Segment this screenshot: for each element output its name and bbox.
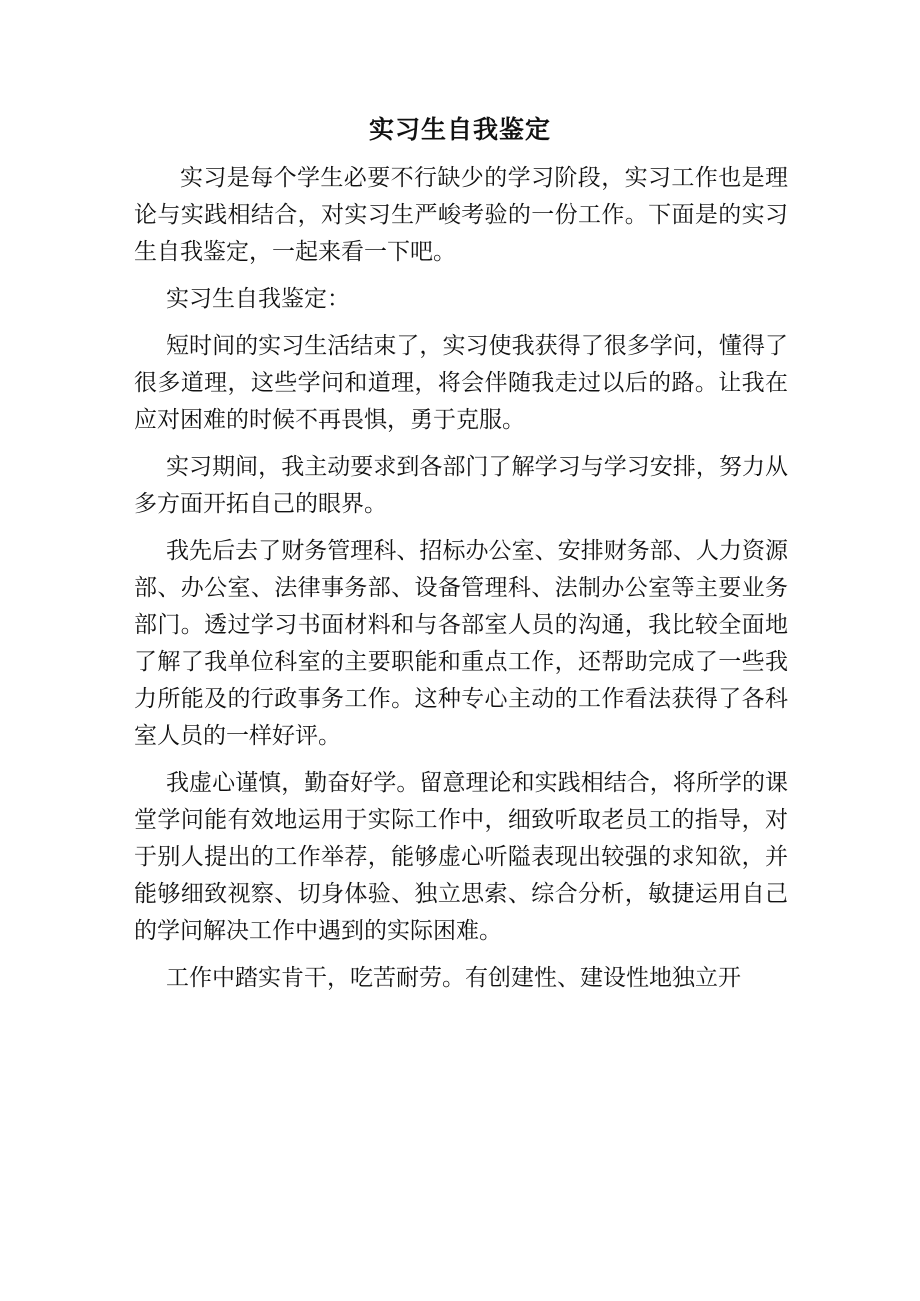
paragraph-truncated: 工作中踏实肯干，吃苦耐劳。有创建性、建设性地独立开 — [166, 965, 741, 991]
paragraph: 我先后去了财务管理科、招标办公室、安排财务部、人力资源部、办公室、法律事务部、设备管理科、法制办公室等主要业务部门。透过学习书面材料和与各部室人员的沟通，我比较全面地了解了我单位科室的主要职能和重点工作，还帮助完成了一些我力所能及的行政事务工作。这种专心主动的工作看法获得了各科室人员的一样好评。 — [134, 538, 788, 749]
paragraph-section-heading: 实习生自我鉴定： — [166, 286, 350, 312]
paragraph: 我虚心谨慎，勤奋好学。留意理论和实践相结合，将所学的课堂学问能有效地运用于实际工作中，细致听取老员工的指导，对于别人提出的工作举荐，能够虚心听隘表现出较强的求知欲，并能够细致视察、切身体验、独立思索、综合分析，敏捷运用自己的学问解决工作中遇到的实际困难。 — [134, 770, 788, 944]
paragraph-intro: 实习是每个学生必要不行缺少的学习阶段，实习工作也是理论与实践相结合，对实习生严峻考验的一份工作。下面是的实习生自我鉴定，一起来看一下吧。 — [134, 165, 788, 265]
paragraph: 短时间的实习生活结束了，实习使我获得了很多学问，懂得了很多道理，这些学问和道理，将会伴随我走过以后的路。让我在应对困难的时候不再畏惧，勇于克服。 — [134, 333, 788, 433]
paragraph: 实习期间，我主动要求到各部门了解学习与学习安排，努力从多方面开拓自己的眼界。 — [134, 454, 788, 517]
document-body — [134, 160, 788, 1007]
document-title: 实习生自我鉴定 — [368, 115, 551, 144]
